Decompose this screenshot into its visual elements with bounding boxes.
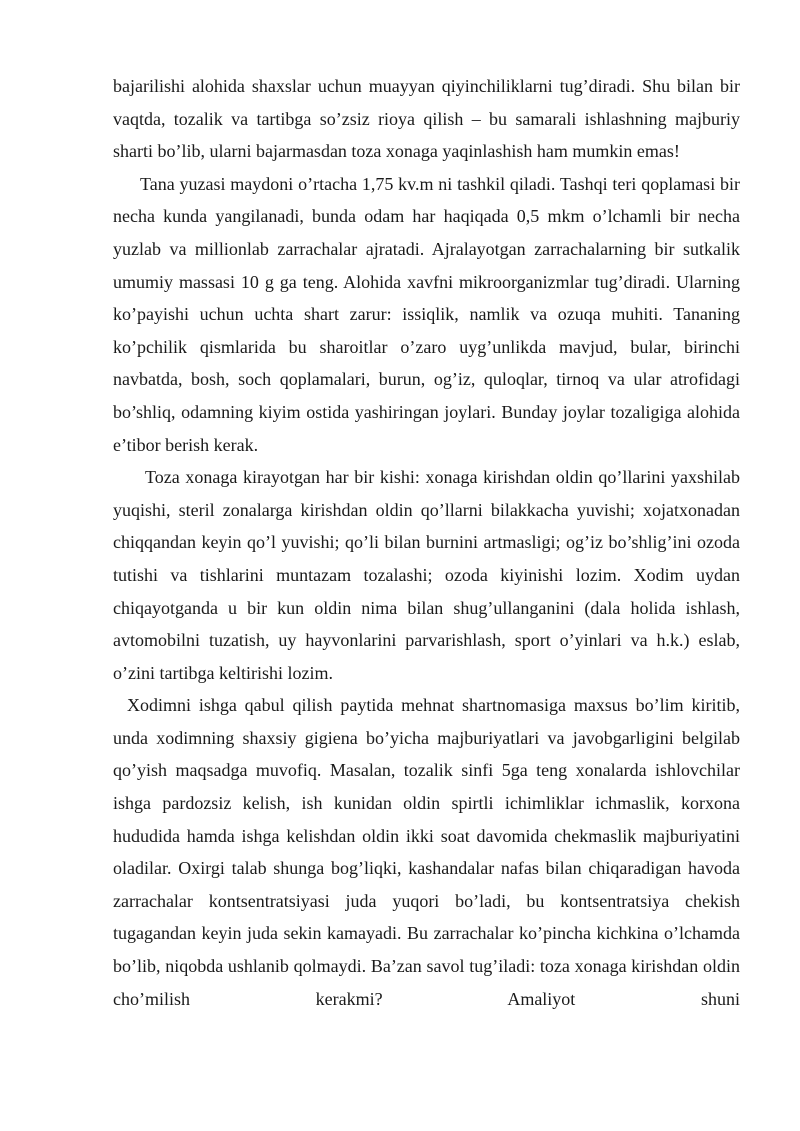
paragraph-continuation: bajarilishi alohida shaxslar uchun muayyan qiyinchiliklarni tug’diradi. Shu bilan bir vaqtda, tozalik va tartibga so’zsiz rioya qilish – bu samarali ishlashning majburiy sharti bo’lib, ularni bajarmasdan toza xonaga yaqinlashish ham mumkin emas! [113,76,740,162]
paragraph-body-surface: Tana yuzasi maydoni o’rtacha 1,75 kv.m ni tashkil qiladi. Tashqi teri qoplamasi bir necha kunda yangilanadi, bunda odam har haqiqada 0,5 mkm o’lchamli bir necha yuzlab va millionlab zarrachalar ajratadi. Ajralayotgan zarrachalarning bir sutkalik umumiy massasi 10 g ga teng. Alohida xavfni mikroorganizmlar tug’diradi. Ularning ko’payishi uchun uchta shart zarur: issiqlik, namlik va ozuqa muhiti. Tananing ko’pchilik qismlarida bu sharoitlar o’zaro uyg’unlikda mavjud, bular, birinchi navbatda, bosh, soch qoplamalari, burun, og’iz, quloqlar, tirnoq va ular atrofidagi bo’shliq, odamning kiyim ostida yashiringan joylari. Bunday joylar tozaligiga alohida e’tibor berish kerak. [113,173,740,455]
paragraph-employment-contract: Xodimni ishga qabul qilish paytida mehnat shartnomasiga maxsus bo’lim kiritib, unda xodimning shaxsiy gigiena bo’yicha majburiyatlari va javobgarligini belgilab qo’yish maqsadga muvofiq. Masalan, tozalik sinfi 5ga teng xonalarda ishlovchilar ishga pardozsiz kelish, ish kunidan oldin spirtli ichimliklar ichmaslik, korxona hududida hamda ishga kelishdan oldin ikki soat davomida chekmaslik majburiyatini oladilar. Oxirgi talab shunga bog’liqki, kashandalar nafas bilan chiqaradigan havoda zarrachalar kontsentratsiyasi juda yuqori bo’ladi, bu kontsentratsiya chekish tugagandan keyin juda sekin kamayadi. Bu zarrachalar ko’pincha kichkina o’lchamda bo’lib, niqobda ushlanib qolmaydi. Ba’zan savol tug’iladi: toza xonaga kirishdan oldin cho’milish kerakmi? Amaliyot shuni [113,695,740,1009]
paragraph-entry-rules: Toza xonaga kirayotgan har bir kishi: xonaga kirishdan oldin qo’llarini yaxshilab yuqishi, steril zonalarga kirishdan oldin qo’llarni bilakkacha yuvishi; xojatxonadan chiqqandan keyin qo’l yuvishi; qo’li bilan burnini artmasligi; og’iz bo’shlig’ini ozoda tutishi va tishlarini muntazam tozalashi; ozoda kiyinishi lozim. Xodim uydan chiqayotganda u bir kun oldin nima bilan shug’ullanganini (dala holida ishlash, avtomobilni tuzatish, uy hayvonlarini parvarishlash, sport o’yinlari va h.k.) eslab, o’zini tartibga keltirishi lozim. [113,467,740,683]
document-page [113,70,740,1015]
